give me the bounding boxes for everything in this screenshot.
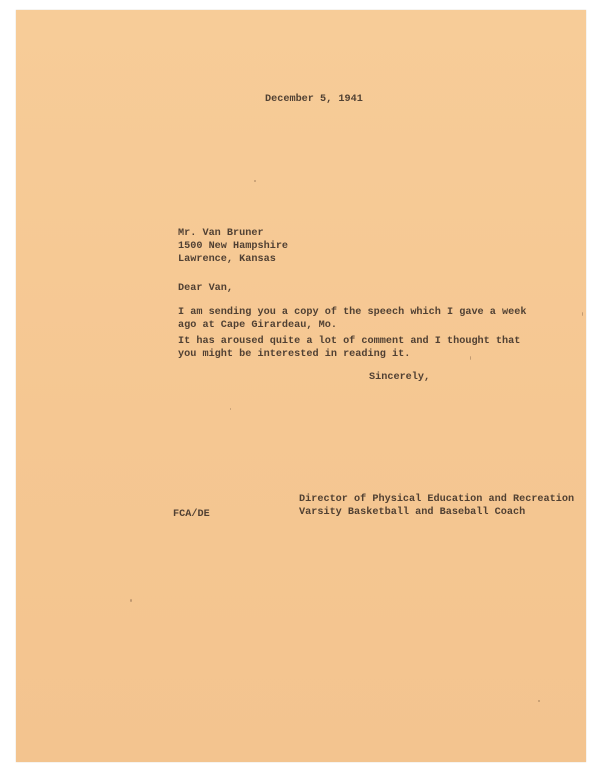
letter-page [16,10,586,762]
salutation: Dear Van, [178,283,234,294]
paragraph-2-line-1: It has aroused quite a lot of comment and I thought that [178,336,521,347]
closing: Sincerely, [369,372,431,383]
paper-speck [130,599,132,602]
reference-initials: FCA/DE [173,509,210,520]
paper-speck [230,408,231,410]
recipient-name: Mr. Van Bruner [178,228,264,239]
paragraph-1-line-2: ago at Cape Girardeau, Mo. [178,320,337,331]
letter-date: December 5, 1941 [265,94,363,105]
signature-titles [299,493,574,519]
recipient-city: Lawrence, Kansas [178,254,276,265]
paper-speck [538,700,540,702]
title-line-2: Varsity Basketball and Baseball Coach [299,507,526,518]
body-paragraph-2 [178,335,520,361]
recipient-address [178,227,288,266]
paper-speck [470,356,471,360]
recipient-street: 1500 New Hampshire [178,241,289,252]
paper-speck [582,312,583,316]
paper-speck [254,180,256,182]
body-paragraph-1 [178,306,526,332]
paragraph-2-line-2: you might be interested in reading it. [178,349,411,360]
paragraph-1-line-1: I am sending you a copy of the speech which I gave a week [178,307,527,318]
title-line-1: Director of Physical Education and Recreation [299,494,575,505]
